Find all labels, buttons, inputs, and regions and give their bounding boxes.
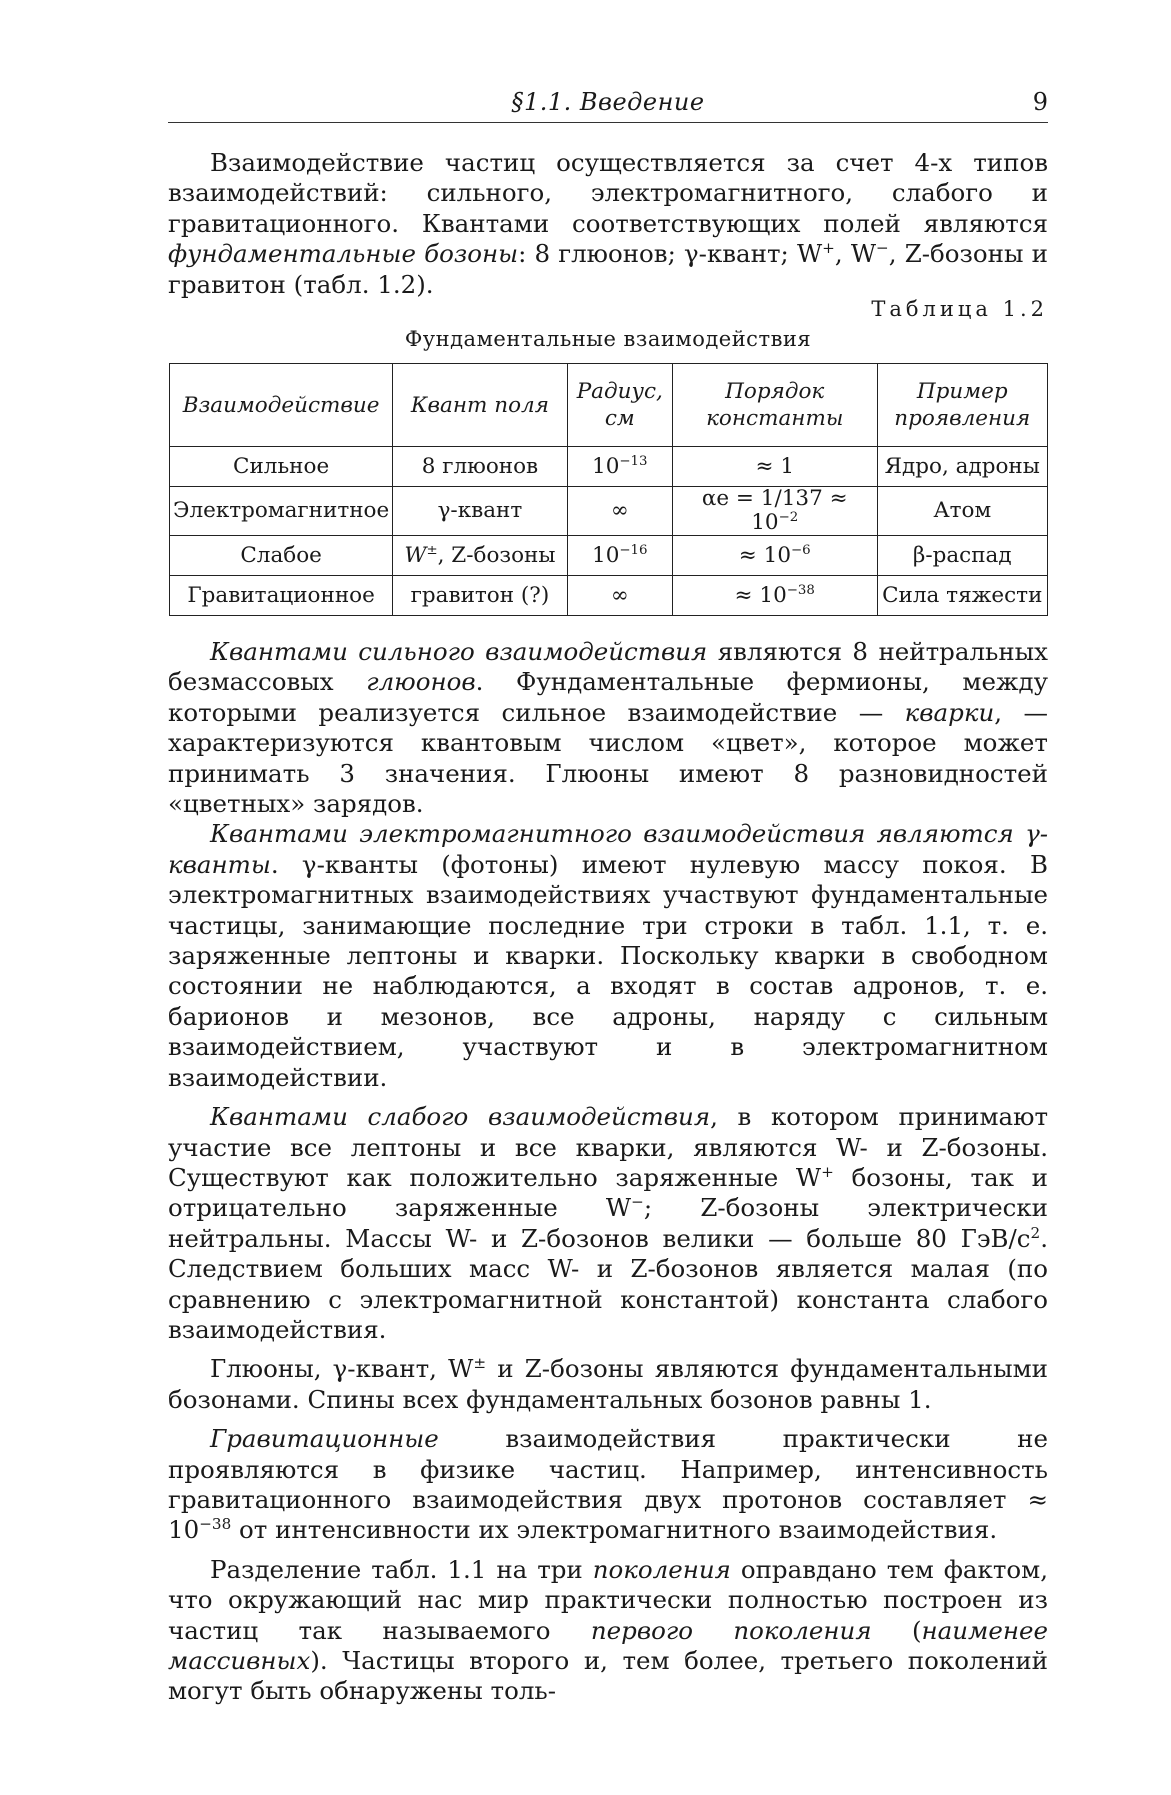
cell-order: $\alpha e = 1/137 \approx 10^{-2}$ (672, 487, 877, 536)
table-label: Таблица 1.2 (871, 297, 1048, 321)
cell-example: Атом (877, 487, 1047, 536)
col-header-order: Порядок константы (672, 364, 877, 447)
interactions-table (169, 363, 1048, 616)
table-row (170, 536, 1048, 576)
cell-interaction: Сильное (170, 447, 393, 487)
paragraph-bosons: Глюоны, γ-квант, W± и Z-бозоны являются фундаментальными бозонами. Спины всех фундаментальных бозонов равны 1. (168, 1354, 1048, 1414)
table-header-row (170, 364, 1048, 447)
paragraph-strong: Квантами сильного взаимодействия являются 8 нейтральных безмассовых глюонов. Фундаментальные фермионы, между которыми реализуется сильное взаимодействие — кварки, — характеризуются квантовым числом «цвет», которое может принимать 3 значения. Глюоны имеют 8 разновидностей «цветных» зарядов. (168, 637, 1048, 819)
cell-quantum: γ-квант (393, 487, 567, 536)
cell-order: ≈ $10^{-6}$ (672, 536, 877, 576)
paragraph-weak: Квантами слабого взаимодействия, в котором принимают участие все лептоны и все кварки, являются W- и Z-бозоны. Существуют как положительно заряженные W+ бозоны, так и отрицательно заряженные W−; Z-бозоны электрически нейтральны. Массы W- и Z-бозонов велики — больше 80 ГэВ/$c^2$. Следствием больших масс W- и Z-бозонов является малая (по сравнению с электромагнитной константой) константа слабого взаимодействия. (168, 1102, 1049, 1344)
cell-order: ≈ 1 (672, 447, 877, 487)
cell-interaction: Электромагнитное (170, 487, 393, 536)
table-title: Фундаментальные взаимодействия (404, 327, 812, 351)
cell-order: ≈ $10^{-38}$ (672, 576, 877, 616)
cell-interaction: Гравитационное (170, 576, 393, 616)
cell-radius: ∞ (567, 487, 672, 536)
paragraph-generations: Разделение табл. 1.1 на три поколения оправдано тем фактом, что окружающий нас мир практически полностью построен из частиц так называемого первого поколения (наименее массивных). Частицы второго и, тем более, третьего поколений могут быть обнаружены толь- (168, 1554, 1048, 1706)
intro-section (168, 148, 1048, 300)
cell-radius: $10^{-13}$ (567, 447, 672, 487)
col-header-radius: Радиус, см (567, 364, 672, 447)
col-header-interaction: Взаимодействие (170, 364, 393, 447)
page-number: 9 (1032, 88, 1048, 116)
cell-example: β-распад (877, 536, 1047, 576)
table-row (170, 447, 1048, 487)
cell-interaction: Слабое (170, 536, 393, 576)
paragraph-gravity: Гравитационные взаимодействия практически не проявляются в физике частиц. Например, интенсивность гравитационного взаимодействия двух протонов составляет ≈ $10^{-38}$ от интенсивности их электромагнитного взаимодействия. (168, 1424, 1048, 1545)
cell-quantum: 8 глюонов (393, 447, 567, 487)
table-row (170, 576, 1048, 616)
cell-radius: $10^{-16}$ (567, 536, 672, 576)
col-header-example: Пример проявления (877, 364, 1047, 447)
cell-quantum: W±, Z-бозоны (393, 536, 567, 576)
main-text (168, 637, 1048, 1707)
paragraph-electromagnetic: Квантами электромагнитного взаимодействия являются γ-кванты. γ-кванты (фотоны) имеют нулевую массу покоя. В электромагнитных взаимодействиях участвуют фундаментальные частицы, занимающие последние три строки в табл. 1.1, т. е. заряженные лептоны и кварки. Поскольку кварки в свободном состоянии не наблюдаются, а входят в состав адронов, т. е. барионов и мезонов, все адроны, наряду с сильным взаимодействием, участвуют и в электромагнитном взаимодействии. (168, 819, 1048, 1092)
running-title: §1.1. Введение (511, 88, 705, 116)
cell-example: Сила тяжести (877, 576, 1047, 616)
col-header-quantum: Квант поля (393, 364, 567, 447)
running-header (168, 86, 1048, 123)
cell-radius: ∞ (567, 576, 672, 616)
table-row (170, 487, 1048, 536)
cell-example: Ядро, адроны (877, 447, 1047, 487)
cell-quantum: гравитон (?) (393, 576, 567, 616)
intro-paragraph: Взаимодействие частиц осуществляется за счет 4-х типов взаимодействий: сильного, электромагнитного, слабого и гравитационного. Квантами соответствующих полей являются фундаментальные бозоны: 8 глюонов; γ-квант; W+, W−, Z-бозоны и гравитон (табл. 1.2). (168, 148, 1048, 299)
